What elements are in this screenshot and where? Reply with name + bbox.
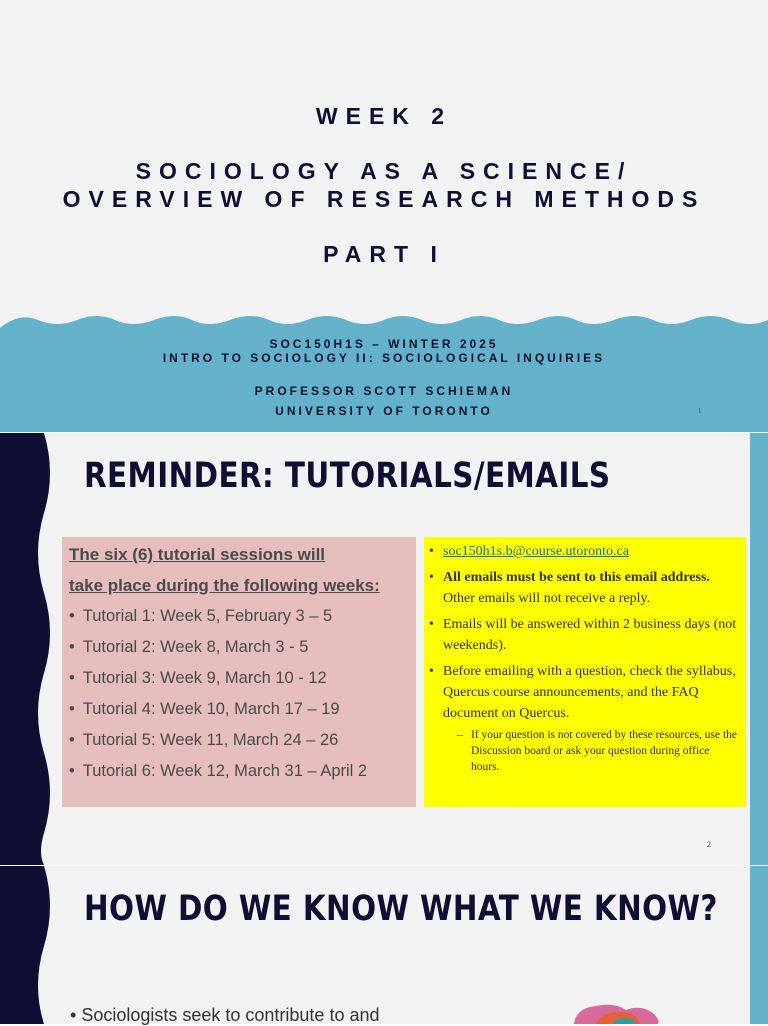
tutorial-item: • Tutorial 2: Week 8, March 3 - 5 [69,638,309,656]
email-item: • soc150h1s.b@course.utoronto.ca [429,544,629,559]
slide-1-part: PART I [323,241,445,267]
slide-number: 1 [698,407,702,415]
tutorial-item: • Tutorial 5: Week 11, March 24 – 26 [69,731,339,749]
slide-1-title-line-2: OVERVIEW OF RESEARCH METHODS [62,186,706,212]
tutorial-item: • Tutorial 4: Week 10, March 17 – 19 [69,700,340,718]
illustration-image [566,1000,662,1024]
tutorial-heading-line-2: take place during the following weeks: [69,576,380,595]
left-wave-decoration [0,433,60,865]
course-email-link[interactable]: soc150h1s.b@course.utoronto.ca [443,544,629,559]
tutorial-schedule-box [62,537,416,807]
email-rule-item: • All emails must be sent to this email address. Other emails will not receive a reply. [429,570,710,606]
course-name: INTRO TO SOCIOLOGY II: SOCIOLOGICAL INQUIRIES [162,351,606,365]
slide-3-bullet: • Sociologists seek to contribute to and [70,1005,380,1025]
email-rule-rest: Other emails will not receive a reply. [443,591,651,606]
email-rule-bold: All emails must be sent to this email address. [443,570,710,585]
slide-2-title: REMINDER: TUTORIALS/EMAILS [84,456,611,496]
email-info-box [424,537,746,807]
sub-note: – If your question is not covered by these resources, use the Discussion board or ask your question during office hours. [457,729,738,773]
tutorial-item: • Tutorial 6: Week 12, March 31 – April 2 [69,762,368,780]
before-emailing-item: • Before emailing with a question, check the syllabus, Quercus course announcements, and the FAQ document on Quercus. [429,664,736,721]
university-name: UNIVERSITY OF TORONTO [275,404,493,418]
left-wave-decoration [0,866,60,1024]
right-accent-bar [750,866,768,1024]
slide-1 [0,0,768,432]
tutorial-heading-line-1: The six (6) tutorial sessions will [69,545,326,564]
tutorial-item: • Tutorial 1: Week 5, February 3 – 5 [69,607,333,625]
slide-3-title: HOW DO WE KNOW WHAT WE KNOW? [84,889,718,929]
professor-name: PROFESSOR SCOTT SCHIEMAN [254,384,514,398]
right-accent-bar [750,433,768,865]
tutorial-item: • Tutorial 3: Week 9, March 10 - 12 [69,669,327,687]
slide-1-week: WEEK 2 [315,103,453,129]
slide-1-title-line-1: SOCIOLOGY AS A SCIENCE/ [135,158,633,184]
slide-number: 2 [707,840,711,849]
response-time-item: • Emails will be answered within 2 business days (not weekends). [429,617,737,653]
course-code: SOC150H1S – WINTER 2025 [269,337,499,351]
